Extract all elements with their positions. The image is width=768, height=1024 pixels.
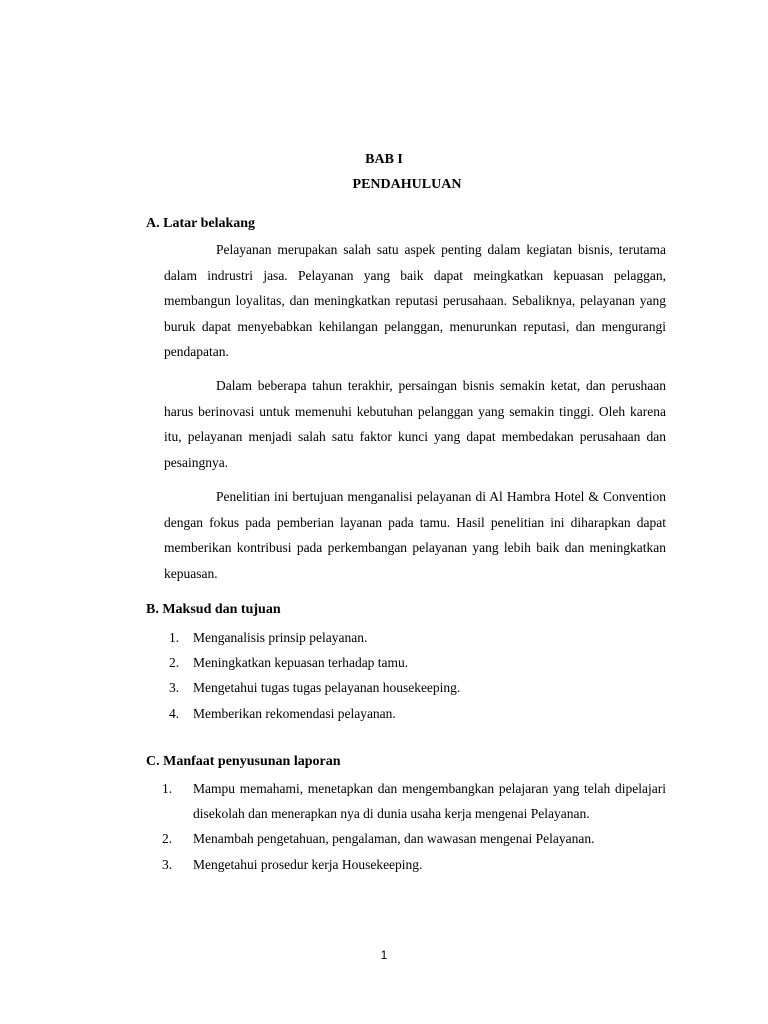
list-number: 3. — [169, 680, 180, 696]
list-item — [169, 650, 666, 675]
list-text: Memberikan rekomendasi pelayanan. — [193, 705, 396, 721]
paragraph-3: Penelitian ini bertujuan menganalisi pelayanan di Al Hambra Hotel & Convention dengan fokus pada pemberian layanan pada tamu. Hasil penelitian ini diharapkan dapat memberikan kontribusi pada perkembangan pelayanan yang lebih baik dan meningkatkan kepuasan. — [164, 489, 666, 581]
list-item — [169, 625, 666, 650]
section-b-heading: B. Maksud dan tujuan — [146, 602, 281, 617]
list-text: Mampu memahami, menetapkan dan mengembangkan pelajaran yang telah dipelajari disekolah dan menerapkan nya di dunia usaha kerja mengenai Pelayanan. — [193, 781, 666, 822]
list-text: Mengetahui prosedur kerja Housekeeping. — [193, 856, 423, 872]
section-a-heading: A. Latar belakang — [146, 216, 256, 231]
chapter-title: PENDAHULUAN — [352, 177, 462, 192]
list-item — [169, 675, 666, 700]
list-number: 1. — [169, 630, 180, 645]
list-item — [162, 852, 666, 877]
chapter-label: BAB I — [365, 152, 403, 167]
list-item — [162, 826, 666, 851]
list-number: 3. — [162, 856, 173, 872]
list-number: 4. — [169, 705, 180, 721]
list-text: Menambah pengetahuan, pengalaman, dan wawasan mengenai Pelayanan. — [193, 831, 595, 847]
list-text: Mengetahui tugas tugas pelayanan housekeeping. — [193, 680, 461, 696]
list-text: Meningkatkan kepuasan terhadap tamu. — [193, 655, 409, 671]
paragraph-2: Dalam beberapa tahun terakhir, persaingan bisnis semakin ketat, dan perushaan harus berinovasi untuk memenuhi kebutuhan pelanggan yang semakin tinggi. Oleh karena itu, pelayanan menjadi salah satu faktor kunci yang dapat membedakan perusahaan dan pesaingnya. — [164, 378, 666, 470]
goals-list — [169, 625, 666, 726]
section-c-heading: C. Manfaat penyusunan laporan — [146, 754, 341, 769]
list-item — [162, 776, 666, 826]
list-number: 2. — [169, 655, 180, 671]
list-text: Menganalisis prinsip pelayanan. — [193, 630, 368, 645]
page-number: 1 — [380, 948, 388, 962]
list-number: 1. — [162, 781, 173, 796]
list-number: 2. — [162, 831, 173, 847]
benefits-list — [162, 776, 666, 877]
paragraph-1: Pelayanan merupakan salah satu aspek penting dalam kegiatan bisnis, terutama dalam indrustri jasa. Pelayanan yang baik dapat meingkatkan kepuasan pelaggan, membangun loyalitas, dan meningkatkan reputasi perusahaan. Sebaliknya, pelayanan yang buruk dapat menyebabkan kehilangan pelanggan, menurunkan reputasi, dan mengurangi pendapatan. — [164, 242, 666, 359]
list-item — [169, 701, 666, 726]
